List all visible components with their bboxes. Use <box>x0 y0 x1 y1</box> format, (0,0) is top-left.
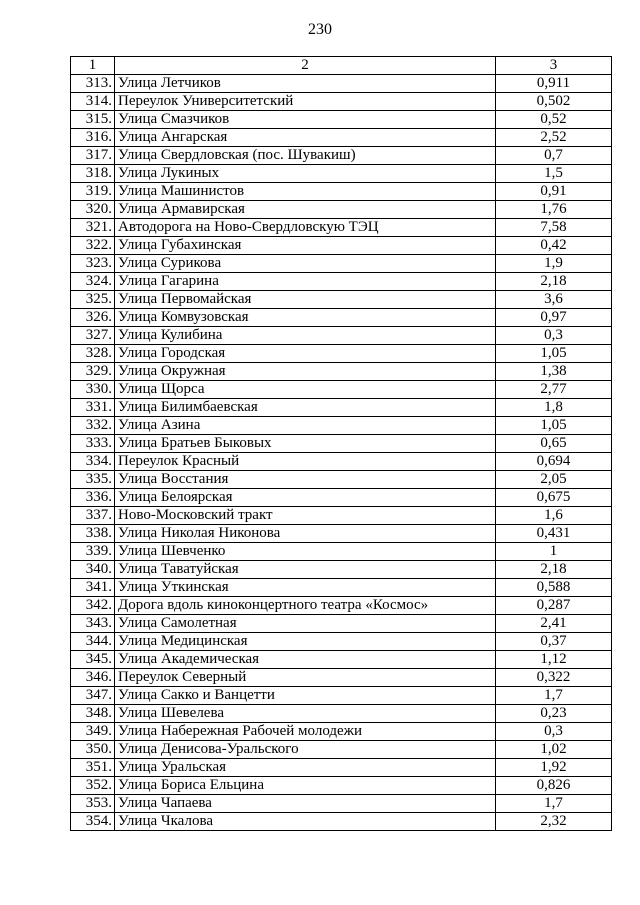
street-name-cell: Автодорога на Ново-Свердловскую ТЭЦ <box>115 219 496 237</box>
table-row <box>71 93 612 111</box>
length-cell: 0,588 <box>496 579 612 597</box>
street-name-cell: Дорога вдоль киноконцертного театра «Космос» <box>115 597 496 615</box>
row-number-cell: 336. <box>71 489 115 507</box>
table-row <box>71 651 612 669</box>
row-number-cell: 338. <box>71 525 115 543</box>
length-cell: 0,287 <box>496 597 612 615</box>
table-row <box>71 489 612 507</box>
street-name-cell: Улица Бориса Ельцина <box>115 777 496 795</box>
length-cell: 1,76 <box>496 201 612 219</box>
length-cell: 0,7 <box>496 147 612 165</box>
street-name-cell: Улица Первомайская <box>115 291 496 309</box>
street-name-cell: Улица Николая Никонова <box>115 525 496 543</box>
row-number-cell: 322. <box>71 237 115 255</box>
table-row <box>71 561 612 579</box>
table-row <box>71 363 612 381</box>
row-number-cell: 352. <box>71 777 115 795</box>
length-cell: 0,91 <box>496 183 612 201</box>
table-row <box>71 615 612 633</box>
street-name-cell: Улица Таватуйская <box>115 561 496 579</box>
row-number-cell: 342. <box>71 597 115 615</box>
length-cell: 1,12 <box>496 651 612 669</box>
street-name-cell: Переулок Университетский <box>115 93 496 111</box>
table-row <box>71 147 612 165</box>
row-number-cell: 317. <box>71 147 115 165</box>
street-name-cell: Улица Щорса <box>115 381 496 399</box>
roads-table <box>70 56 612 831</box>
row-number-cell: 321. <box>71 219 115 237</box>
row-number-cell: 315. <box>71 111 115 129</box>
row-number-cell: 346. <box>71 669 115 687</box>
length-cell: 0,3 <box>496 723 612 741</box>
table-body <box>71 75 612 831</box>
table-row <box>71 507 612 525</box>
table-row <box>71 255 612 273</box>
length-cell: 0,322 <box>496 669 612 687</box>
street-name-cell: Улица Свердловская (пос. Шувакиш) <box>115 147 496 165</box>
row-number-cell: 326. <box>71 309 115 327</box>
table-row <box>71 525 612 543</box>
street-name-cell: Улица Денисова-Уральского <box>115 741 496 759</box>
length-cell: 7,58 <box>496 219 612 237</box>
street-name-cell: Улица Азина <box>115 417 496 435</box>
row-number-cell: 334. <box>71 453 115 471</box>
street-name-cell: Улица Набережная Рабочей молодежи <box>115 723 496 741</box>
row-number-cell: 330. <box>71 381 115 399</box>
street-name-cell: Улица Сурикова <box>115 255 496 273</box>
street-name-cell: Улица Шевелева <box>115 705 496 723</box>
length-cell: 0,431 <box>496 525 612 543</box>
table-row <box>71 795 612 813</box>
row-number-cell: 347. <box>71 687 115 705</box>
column-header-number: 1 <box>71 57 115 75</box>
row-number-cell: 337. <box>71 507 115 525</box>
length-cell: 0,42 <box>496 237 612 255</box>
length-cell: 2,32 <box>496 813 612 831</box>
length-cell: 1,92 <box>496 759 612 777</box>
table-row <box>71 543 612 561</box>
street-name-cell: Улица Братьев Быковых <box>115 435 496 453</box>
street-name-cell: Улица Уткинская <box>115 579 496 597</box>
length-cell: 0,97 <box>496 309 612 327</box>
row-number-cell: 331. <box>71 399 115 417</box>
row-number-cell: 351. <box>71 759 115 777</box>
row-number-cell: 339. <box>71 543 115 561</box>
row-number-cell: 325. <box>71 291 115 309</box>
street-name-cell: Улица Городская <box>115 345 496 363</box>
length-cell: 1 <box>496 543 612 561</box>
length-cell: 1,8 <box>496 399 612 417</box>
street-name-cell: Переулок Северный <box>115 669 496 687</box>
table-row <box>71 759 612 777</box>
table-row <box>71 579 612 597</box>
length-cell: 0,694 <box>496 453 612 471</box>
street-name-cell: Улица Губахинская <box>115 237 496 255</box>
table-row <box>71 723 612 741</box>
street-name-cell: Улица Чкалова <box>115 813 496 831</box>
row-number-cell: 328. <box>71 345 115 363</box>
length-cell: 0,675 <box>496 489 612 507</box>
row-number-cell: 314. <box>71 93 115 111</box>
row-number-cell: 329. <box>71 363 115 381</box>
row-number-cell: 319. <box>71 183 115 201</box>
street-name-cell: Улица Шевченко <box>115 543 496 561</box>
row-number-cell: 313. <box>71 75 115 93</box>
street-name-cell: Улица Чапаева <box>115 795 496 813</box>
length-cell: 1,9 <box>496 255 612 273</box>
page-number: 230 <box>308 21 332 38</box>
table-row <box>71 705 612 723</box>
street-name-cell: Ново-Московский тракт <box>115 507 496 525</box>
table-row <box>71 75 612 93</box>
street-name-cell: Улица Лукиных <box>115 165 496 183</box>
length-cell: 2,05 <box>496 471 612 489</box>
row-number-cell: 345. <box>71 651 115 669</box>
table-row <box>71 741 612 759</box>
street-name-cell: Улица Комвузовская <box>115 309 496 327</box>
table-row <box>71 435 612 453</box>
street-name-cell: Улица Белоярская <box>115 489 496 507</box>
row-number-cell: 327. <box>71 327 115 345</box>
table-row <box>71 273 612 291</box>
street-name-cell: Улица Кулибина <box>115 327 496 345</box>
column-header-length: 3 <box>496 57 612 75</box>
street-name-cell: Улица Смазчиков <box>115 111 496 129</box>
table-row <box>71 291 612 309</box>
row-number-cell: 341. <box>71 579 115 597</box>
length-cell: 1,38 <box>496 363 612 381</box>
table-row <box>71 687 612 705</box>
table-row <box>71 237 612 255</box>
length-cell: 1,05 <box>496 417 612 435</box>
row-number-cell: 353. <box>71 795 115 813</box>
table-row <box>71 345 612 363</box>
length-cell: 1,6 <box>496 507 612 525</box>
length-cell: 0,911 <box>496 75 612 93</box>
length-cell: 2,18 <box>496 561 612 579</box>
length-cell: 1,5 <box>496 165 612 183</box>
length-cell: 2,77 <box>496 381 612 399</box>
length-cell: 0,52 <box>496 111 612 129</box>
row-number-cell: 332. <box>71 417 115 435</box>
table-row <box>71 183 612 201</box>
length-cell: 1,7 <box>496 795 612 813</box>
table-row <box>71 417 612 435</box>
length-cell: 1,02 <box>496 741 612 759</box>
street-name-cell: Улица Восстания <box>115 471 496 489</box>
table-row <box>71 381 612 399</box>
length-cell: 0,3 <box>496 327 612 345</box>
street-name-cell: Улица Билимбаевская <box>115 399 496 417</box>
table-header-row <box>71 57 612 75</box>
length-cell: 2,18 <box>496 273 612 291</box>
street-name-cell: Переулок Красный <box>115 453 496 471</box>
length-cell: 0,65 <box>496 435 612 453</box>
street-name-cell: Улица Армавирская <box>115 201 496 219</box>
table-row <box>71 471 612 489</box>
row-number-cell: 343. <box>71 615 115 633</box>
street-name-cell: Улица Медицинская <box>115 633 496 651</box>
length-cell: 1,7 <box>496 687 612 705</box>
row-number-cell: 354. <box>71 813 115 831</box>
table-row <box>71 327 612 345</box>
table-row <box>71 453 612 471</box>
row-number-cell: 349. <box>71 723 115 741</box>
row-number-cell: 333. <box>71 435 115 453</box>
table-row <box>71 309 612 327</box>
length-cell: 1,05 <box>496 345 612 363</box>
row-number-cell: 316. <box>71 129 115 147</box>
table-row <box>71 111 612 129</box>
table-row <box>71 813 612 831</box>
street-name-cell: Улица Самолетная <box>115 615 496 633</box>
table-row <box>71 399 612 417</box>
street-name-cell: Улица Машинистов <box>115 183 496 201</box>
row-number-cell: 344. <box>71 633 115 651</box>
street-name-cell: Улица Академическая <box>115 651 496 669</box>
length-cell: 0,826 <box>496 777 612 795</box>
length-cell: 3,6 <box>496 291 612 309</box>
table-row <box>71 201 612 219</box>
table-row <box>71 633 612 651</box>
table-row <box>71 219 612 237</box>
column-header-name: 2 <box>115 57 496 75</box>
table-row <box>71 165 612 183</box>
street-name-cell: Улица Уральская <box>115 759 496 777</box>
length-cell: 2,52 <box>496 129 612 147</box>
length-cell: 0,37 <box>496 633 612 651</box>
row-number-cell: 350. <box>71 741 115 759</box>
street-name-cell: Улица Летчиков <box>115 75 496 93</box>
row-number-cell: 320. <box>71 201 115 219</box>
table-row <box>71 129 612 147</box>
length-cell: 2,41 <box>496 615 612 633</box>
street-name-cell: Улица Гагарина <box>115 273 496 291</box>
length-cell: 0,502 <box>496 93 612 111</box>
street-name-cell: Улица Ангарская <box>115 129 496 147</box>
table-row <box>71 669 612 687</box>
row-number-cell: 340. <box>71 561 115 579</box>
row-number-cell: 318. <box>71 165 115 183</box>
street-name-cell: Улица Окружная <box>115 363 496 381</box>
row-number-cell: 348. <box>71 705 115 723</box>
street-name-cell: Улица Сакко и Ванцетти <box>115 687 496 705</box>
row-number-cell: 324. <box>71 273 115 291</box>
row-number-cell: 335. <box>71 471 115 489</box>
row-number-cell: 323. <box>71 255 115 273</box>
table-row <box>71 777 612 795</box>
table-row <box>71 597 612 615</box>
length-cell: 0,23 <box>496 705 612 723</box>
